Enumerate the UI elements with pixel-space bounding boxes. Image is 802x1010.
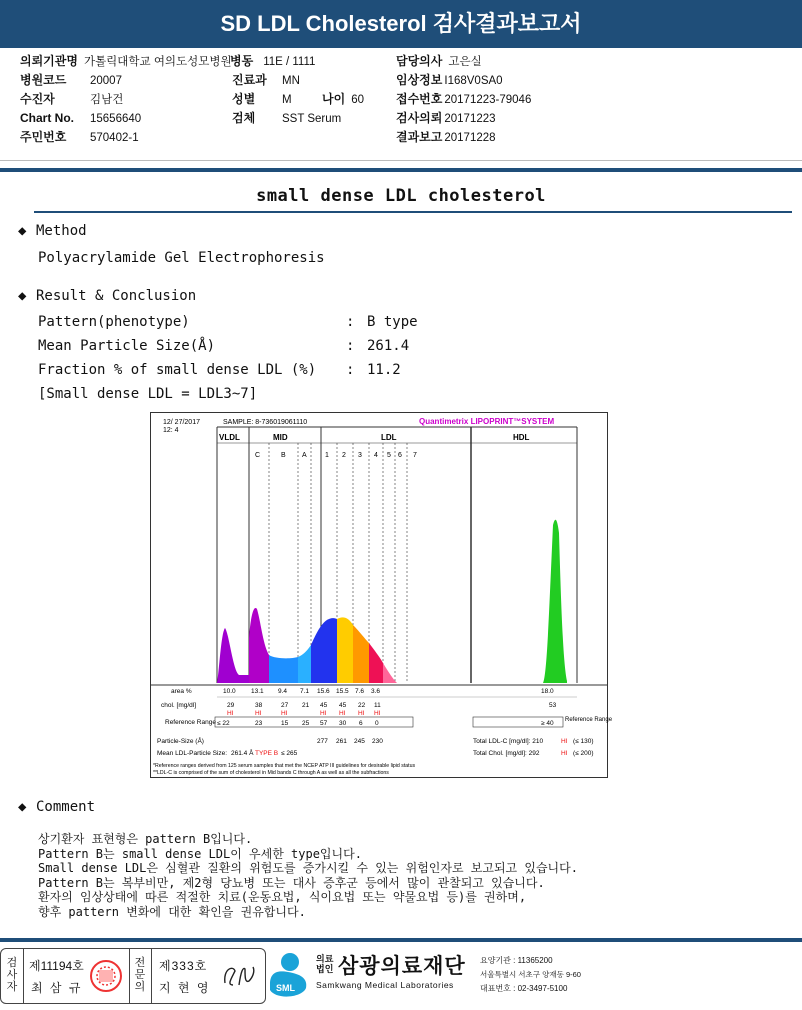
method-heading-text: Method bbox=[36, 223, 87, 239]
area-values bbox=[223, 688, 554, 695]
size-value: 245 bbox=[354, 738, 365, 745]
row-label-area: area % bbox=[171, 688, 192, 695]
chart-brand: Quantimetrix LIPOPRINT™SYSTEM bbox=[419, 417, 555, 426]
total-ldl: Total LDL-C [mg/dl]: 210 bbox=[473, 738, 544, 745]
header-vldl: VLDL bbox=[219, 433, 240, 442]
particle-sizes bbox=[317, 738, 383, 745]
area-value: 7.6 bbox=[355, 688, 365, 695]
examiner-name: 최 삼 규 bbox=[31, 981, 83, 995]
peak-vldl bbox=[217, 628, 249, 683]
peak-mid-a bbox=[298, 645, 311, 683]
row-label-chol: chol. [mg/dl] bbox=[161, 702, 197, 709]
comment-line: 향후 pattern 변화에 대한 확인을 권유합니다. bbox=[38, 904, 306, 919]
result-label-size: Mean Particle Size(Å) bbox=[38, 338, 216, 354]
area-value: 9.4 bbox=[278, 688, 288, 695]
examiner-vertical-label: 검사자 bbox=[6, 956, 18, 993]
section-title: small dense LDL cholesterol bbox=[256, 186, 546, 206]
colon: : bbox=[346, 314, 355, 330]
lipoprint-chart bbox=[150, 412, 613, 778]
row-label-ref: Reference Range bbox=[165, 719, 216, 726]
peak-mid-c bbox=[249, 608, 269, 683]
seal-stamp-icon bbox=[89, 957, 123, 995]
size-value: 230 bbox=[372, 738, 383, 745]
chart-no-label: Chart No. bbox=[20, 111, 74, 125]
request-value: 20171223 bbox=[444, 113, 496, 125]
comment-line: Small dense LDL은 심혈관 질환의 위험도를 증가시킬 수 있는 위험인자로 보고되고 있습니다. bbox=[38, 861, 578, 876]
ref-value: 57 bbox=[320, 720, 328, 727]
ref-value: 25 bbox=[302, 720, 310, 727]
peak-ldl-3 bbox=[353, 625, 369, 683]
sd-ldl-definition: [Small dense LDL = LDL3~7] bbox=[38, 386, 258, 402]
area-value: 10.0 bbox=[223, 688, 236, 695]
org-prefix-1: 의료 bbox=[316, 954, 334, 964]
report-date-value: 20171228 bbox=[444, 132, 496, 144]
comment-heading-text: Comment bbox=[36, 799, 96, 815]
result-value-fraction: 11.2 bbox=[367, 362, 401, 378]
chol-values bbox=[227, 702, 557, 709]
age-label: 나이 bbox=[322, 92, 346, 106]
receipt-label: 접수번호 bbox=[396, 92, 443, 106]
divider bbox=[0, 160, 802, 161]
result-label-pattern: Pattern(phenotype) bbox=[38, 314, 190, 330]
sml-logo-icon bbox=[266, 950, 310, 1002]
ref-value: 23 bbox=[255, 720, 263, 727]
result-value-size: 261.4 bbox=[367, 338, 410, 354]
peak-ldl-2 bbox=[337, 617, 353, 683]
org-english-name: Samkwang Medical Laboratories bbox=[316, 980, 454, 990]
subband-c: C bbox=[255, 452, 261, 459]
ward-value: 11E / 1111 bbox=[263, 56, 316, 68]
result-heading bbox=[18, 288, 196, 304]
chol-value: 29 bbox=[227, 702, 235, 709]
row-label-size: Particle-Size (Å) bbox=[157, 738, 204, 745]
chart-no-value: 15656640 bbox=[90, 113, 142, 125]
result-label-fraction: Fraction % of small dense LDL (%) bbox=[38, 362, 317, 378]
doctor-label: 담당의사 bbox=[396, 54, 443, 68]
diamond-icon: ◆ bbox=[18, 223, 27, 239]
clinical-label: 임상정보 bbox=[396, 73, 443, 87]
mean-size-value: 261.4 Å bbox=[231, 750, 254, 757]
patient-label: 수진자 bbox=[20, 92, 55, 106]
peak-mid-b bbox=[269, 655, 298, 683]
area-value: 7.1 bbox=[300, 688, 310, 695]
size-value: 277 bbox=[317, 738, 328, 745]
hi-flag: HI bbox=[339, 710, 346, 717]
ref-value: ≤ 22 bbox=[217, 720, 230, 727]
chol-value: 38 bbox=[255, 702, 263, 709]
report-title: SD LDL Cholesterol 검사결과보고서 bbox=[0, 0, 802, 48]
examiner-license: 제11194호 bbox=[29, 959, 84, 973]
specimen-label: 검체 bbox=[232, 111, 256, 125]
institution-label: 의뢰기관명 bbox=[20, 54, 78, 68]
org-prefix-2: 법인 bbox=[316, 964, 334, 974]
receipt-value: 20171223-79046 bbox=[444, 94, 532, 106]
hi-flag: HI bbox=[255, 710, 262, 717]
comment-body bbox=[38, 832, 578, 920]
subband-4: 4 bbox=[374, 452, 378, 459]
dept-value: MN bbox=[282, 75, 300, 87]
area-value: 15.5 bbox=[336, 688, 349, 695]
institution-value: 가톨릭대학교 여의도성모병원 bbox=[83, 56, 232, 68]
header-ldl: LDL bbox=[381, 433, 397, 442]
chol-value: 45 bbox=[339, 702, 347, 709]
chart-time: 12: 4 bbox=[163, 427, 179, 434]
method-text: Polyacrylamide Gel Electrophoresis bbox=[38, 250, 325, 266]
patient-value: 김남건 bbox=[90, 94, 124, 106]
patient-info bbox=[20, 52, 780, 152]
total-chol-flag: HI bbox=[561, 750, 568, 757]
ref-value: 30 bbox=[339, 720, 347, 727]
section-rule bbox=[34, 211, 792, 213]
subband-6: 6 bbox=[398, 452, 402, 459]
hospital-code-value: 20007 bbox=[90, 75, 122, 87]
subband-2: 2 bbox=[342, 452, 346, 459]
org-address: 서울특별시 서초구 양재동 9-60 bbox=[480, 970, 581, 979]
total-ldl-flag: HI bbox=[561, 738, 568, 745]
sml-text: SML bbox=[276, 983, 295, 993]
hi-flag: HI bbox=[227, 710, 234, 717]
comment-line: 환자의 임상상태에 따른 적절한 치료(운동요법, 식이요법 또는 약물요법 등)를 권하며, bbox=[38, 890, 527, 905]
org-code: 요양기관 : 11365200 bbox=[480, 956, 553, 965]
hospital-code-label: 병원코드 bbox=[20, 73, 67, 87]
area-value: 15.6 bbox=[317, 688, 330, 695]
area-value: 3.6 bbox=[371, 688, 381, 695]
hi-flag: HI bbox=[281, 710, 288, 717]
chol-value-hdl: 53 bbox=[549, 702, 557, 709]
clinical-value: I168V0SA0 bbox=[444, 75, 503, 87]
diamond-icon: ◆ bbox=[18, 288, 27, 304]
chol-value: 21 bbox=[302, 702, 310, 709]
hi-flag: HI bbox=[374, 710, 381, 717]
subband-1: 1 bbox=[325, 452, 329, 459]
total-chol: Total Chol. [mg/dl]: 292 bbox=[473, 750, 540, 757]
age-value: 60 bbox=[351, 94, 364, 106]
comment-line: 상기환자 표현형은 pattern B입니다. bbox=[38, 832, 253, 846]
ref-value: 15 bbox=[281, 720, 289, 727]
method-heading bbox=[18, 223, 87, 239]
chol-value: 27 bbox=[281, 702, 289, 709]
ref-values bbox=[217, 717, 613, 727]
result-value-pattern: B type bbox=[367, 314, 418, 330]
peak-vldl-base bbox=[239, 675, 249, 683]
request-label: 검사의뢰 bbox=[396, 111, 443, 125]
result-heading-text: Result & Conclusion bbox=[36, 288, 197, 304]
subband-b: B bbox=[281, 452, 286, 459]
ref-right-label: Reference Range bbox=[565, 717, 613, 723]
signature-box bbox=[0, 948, 266, 1004]
subband-7: 7 bbox=[413, 452, 417, 459]
chart-sample: SAMPLE: 8-736019061110 bbox=[223, 419, 308, 426]
mean-ref: ≤ 265 bbox=[281, 750, 298, 757]
sex-value: M bbox=[282, 94, 292, 106]
signature-icon bbox=[219, 959, 259, 993]
area-value: 13.1 bbox=[251, 688, 264, 695]
total-chol-ref: (≤ 200) bbox=[573, 750, 594, 757]
chol-value: 22 bbox=[358, 702, 366, 709]
hi-flag: HI bbox=[358, 710, 365, 717]
subband-5: 5 bbox=[387, 452, 391, 459]
ref-value: 6 bbox=[359, 720, 363, 727]
ref-value: 0 bbox=[375, 720, 379, 727]
sex-label: 성별 bbox=[232, 92, 256, 106]
specialist-name: 지 현 영 bbox=[159, 981, 211, 995]
subband-a: A bbox=[302, 452, 307, 459]
header-hdl: HDL bbox=[513, 433, 530, 442]
comment-heading bbox=[18, 799, 95, 815]
chart-footnote-2: **LDL-C is comprised of the sum of cholesterol in Mid bands C through A as well as all the subfractions bbox=[153, 770, 389, 776]
org-name: 삼광의료재단 bbox=[338, 955, 466, 978]
ref-value-hdl: ≥ 40 bbox=[541, 720, 554, 727]
header-mid: MID bbox=[273, 433, 288, 442]
diamond-icon: ◆ bbox=[18, 799, 27, 815]
area-value-hdl: 18.0 bbox=[541, 688, 554, 695]
comment-line: Pattern B는 복부비만, 제2형 당뇨병 또는 대사 증후군 등에서 많이 관찰되고 있습니다. bbox=[38, 875, 545, 890]
chol-value: 11 bbox=[374, 702, 381, 709]
specialist-vertical-label: 전문의 bbox=[134, 956, 146, 993]
specimen-value: SST Serum bbox=[282, 113, 342, 125]
resident-value: 570402-1 bbox=[90, 132, 139, 144]
ward-label: 병동 bbox=[230, 54, 254, 68]
colon: : bbox=[346, 338, 355, 354]
resident-label: 주민번호 bbox=[20, 130, 67, 144]
hi-flag: HI bbox=[320, 710, 327, 717]
chol-hi-flags bbox=[227, 710, 381, 717]
chart-date: 12/ 27/2017 bbox=[163, 419, 200, 426]
org-phone: 대표번호 : 02-3497-5100 bbox=[480, 984, 568, 993]
dept-label: 진료과 bbox=[232, 73, 267, 87]
mean-type: TYPE B bbox=[255, 750, 279, 757]
specialist-license: 제333호 bbox=[159, 959, 208, 973]
footer-divider bbox=[0, 938, 802, 942]
org-prefix bbox=[316, 954, 333, 974]
subband-3: 3 bbox=[358, 452, 362, 459]
peak-hdl bbox=[543, 520, 567, 683]
peak-ldl-1 bbox=[311, 618, 337, 683]
size-value: 261 bbox=[336, 738, 347, 745]
comment-line: Pattern B는 small dense LDL이 우세한 type입니다. bbox=[38, 846, 362, 861]
row-label-mean: Mean LDL-Particle Size: bbox=[157, 750, 228, 757]
total-ldl-ref: (≤ 130) bbox=[573, 738, 594, 745]
divider-blue bbox=[0, 168, 802, 172]
lipoprint-svg bbox=[151, 413, 613, 777]
colon: : bbox=[346, 362, 355, 378]
report-date-label: 결과보고 bbox=[396, 130, 443, 144]
peak-ldl-4 bbox=[369, 643, 383, 683]
chol-value: 45 bbox=[320, 702, 328, 709]
chart-footnote-1: *Reference ranges derived from 125 serum samples that met the NCEP ATP III guidelines for desirable lipid status bbox=[153, 763, 416, 769]
doctor-value: 고은실 bbox=[448, 56, 482, 68]
